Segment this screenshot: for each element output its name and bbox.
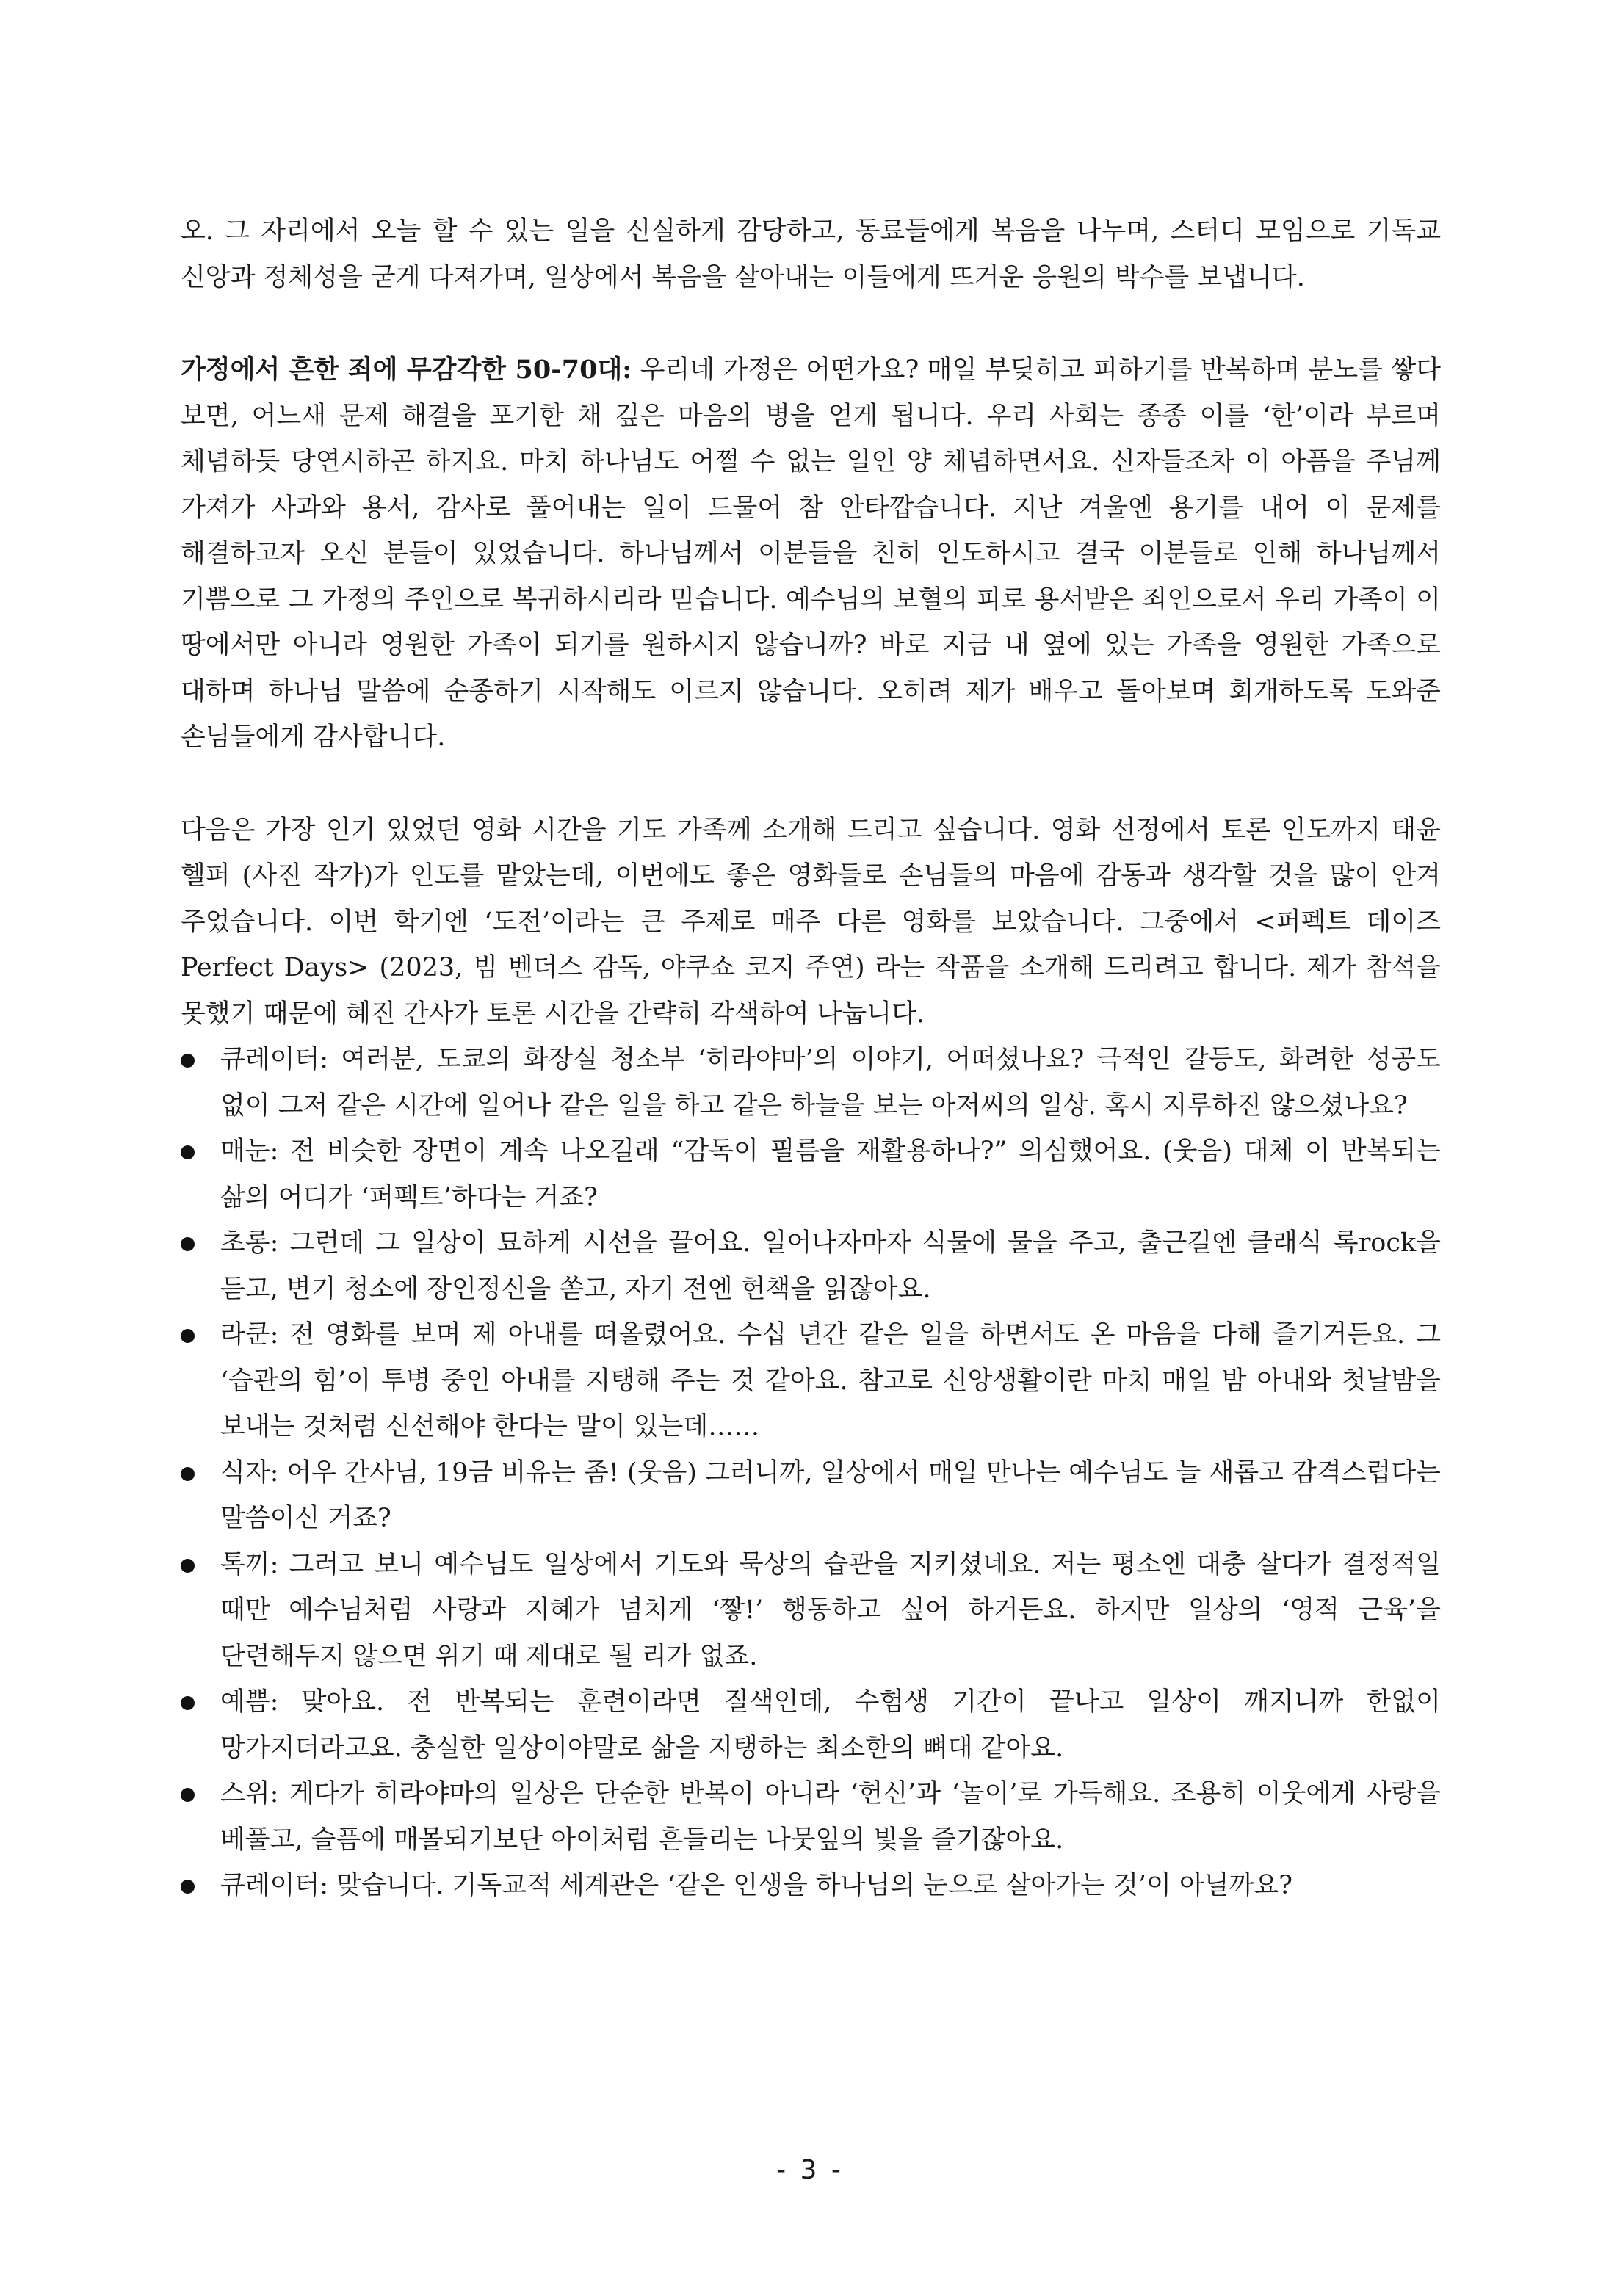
- bullet-icon: [181, 1237, 195, 1251]
- document-body: [181, 209, 1441, 1909]
- paragraph-family-heading: 가정에서 흔한 죄에 무감각한 50-70대:: [181, 355, 632, 385]
- bullet-icon: [181, 1054, 195, 1068]
- list-item: [181, 1220, 1441, 1312]
- bullet-icon: [181, 1559, 195, 1573]
- paragraph-family: [181, 347, 1441, 761]
- dialogue-text: 예쁨: 맞아요. 전 반복되는 훈련이라면 질색인데, 수험생 기간이 끝나고 일상이 깨지니까 한없이 망가지더라고요. 충실한 일상이야말로 삶을 지탱하는 최소한의 뼈대 같아요.: [220, 1687, 1441, 1763]
- list-item: [181, 1129, 1441, 1220]
- list-item: [181, 1450, 1441, 1542]
- dialogue-text: 큐레이터: 맞습니다. 기독교적 세계관은 ‘같은 인생을 하나님의 눈으로 살아가는 것’이 아닐까요?: [220, 1871, 1292, 1900]
- list-item: [181, 1542, 1441, 1680]
- list-item: [181, 1037, 1441, 1129]
- bullet-icon: [181, 1467, 195, 1481]
- dialogue-text: 라쿤: 전 영화를 보며 제 아내를 떠올렸어요. 수십 년간 같은 일을 하면서도 온 마음을 다해 즐기거든요. 그 ‘습관의 힘’이 투병 중인 아내를 지탱해 주는 것 같아요. 참고로 신앙생활이란 마치 매일 밤 아내와 첫날밤을 보내는 것처럼 신선해야 한다는 말이 있는데……: [220, 1320, 1441, 1441]
- bullet-icon: [181, 1696, 195, 1710]
- list-item: [181, 1863, 1441, 1909]
- dialogue-text: 식자: 어우 간사님, 19금 비유는 좀! (웃음) 그러니까, 일상에서 매일 만나는 예수님도 늘 새롭고 감격스럽다는 말씀이신 거죠?: [220, 1457, 1441, 1533]
- dialogue-text: 매눈: 전 비슷한 장면이 계속 나오길래 “감독이 필름을 재활용하나?” 의심했어요. (웃음) 대체 이 반복되는 삶의 어디가 ‘퍼펙트’하다는 거죠?: [220, 1137, 1441, 1212]
- paragraph-family-body: 우리네 가정은 어떤가요? 매일 부딪히고 피하기를 반복하며 분노를 쌓다 보면, 어느새 문제 해결을 포기한 채 깊은 마음의 병을 얻게 됩니다. 우리 사회는 종종 이를 ‘한’이라 부르며 체념하듯 당연시하곤 하지요. 마치 하나님도 어쩔 수 없는 일인 양 체념하면서요. 신자들조차 이 아픔을 주님께 가져가 사과와 용서, 감사로 풀어내는 일이 드물어 참 안타깝습니다. 지난 겨울엔 용기를 내어 이 문제를 해결하고자 오신 분들이 있었습니다. 하나님께서 이분들을 친히 인도하시고 결국 이분들로 인해 하나님께서 기쁨으로 그 가정의 주인으로 복귀하시리라 믿습니다. 예수님의 보혈의 피로 용서받은 죄인으로서 우리 가족이 이 땅에서만 아니라 영원한 가족이 되기를 원하시지 않습니까? 바로 지금 내 옆에 있는 가족을 영원한 가족으로 대하며 하나님 말씀에 순종하기 시작해도 이르지 않습니다. 오히려 제가 배우고 돌아보며 회개하도록 도와준 손님들에게 감사합니다.: [181, 355, 1441, 752]
- dialogue-text: 스위: 게다가 히라야마의 일상은 단순한 반복이 아니라 ‘헌신’과 ‘놀이’로 가득해요. 조용히 이웃에게 사랑을 베풀고, 슬픔에 매몰되기보단 아이처럼 흔들리는 나뭇잎의 빛을 즐기잖아요.: [220, 1779, 1441, 1855]
- dialogue-list: [181, 1037, 1441, 1909]
- list-item: [181, 1771, 1441, 1863]
- bullet-icon: [181, 1788, 195, 1802]
- page-number: - 3 -: [776, 2155, 844, 2185]
- bullet-icon: [181, 1145, 195, 1159]
- bullet-icon: [181, 1329, 195, 1343]
- paragraph-intro: 오. 그 자리에서 오늘 할 수 있는 일을 신실하게 감당하고, 동료들에게 복음을 나누며, 스터디 모임으로 기독교 신앙과 정체성을 굳게 다져가며, 일상에서 복음을 살아내는 이들에게 뜨거운 응원의 박수를 보냅니다.: [181, 217, 1441, 292]
- paragraph-movie-intro: 다음은 가장 인기 있었던 영화 시간을 기도 가족께 소개해 드리고 싶습니다. 영화 선정에서 토론 인도까지 태윤 헬퍼 (사진 작가)가 인도를 맡았는데, 이번에도 좋은 영화들로 손님들의 마음에 감동과 생각할 것을 많이 안겨 주었습니다. 이번 학기엔 ‘도전’이라는 큰 주제로 매주 다른 영화를 보았습니다. 그중에서 <퍼펙트 데이즈 Perfect Days> (2023, 빔 벤더스 감독, 야쿠쇼 코지 주연) 라는 작품을 소개해 드리려고 합니다. 제가 참석을 못했기 때문에 혜진 간사가 토론 시간을 간략히 각색하여 나눕니다.: [181, 815, 1441, 1029]
- dialogue-text: 톡끼: 그러고 보니 예수님도 일상에서 기도와 묵상의 습관을 지키셨네요. 저는 평소엔 대충 살다가 결정적일 때만 예수님처럼 사랑과 지혜가 넘치게 ‘짷!’ 행동하고 싶어 하거든요. 하지만 일상의 ‘영적 근육’을 단련해두지 않으면 위기 때 제대로 될 리가 없죠.: [220, 1549, 1441, 1671]
- dialogue-text: 초롱: 그런데 그 일상이 묘하게 시선을 끌어요. 일어나자마자 식물에 물을 주고, 출근길엔 클래식 록rock을 듣고, 변기 청소에 장인정신을 쏟고, 자기 전엔 헌책을 읽잖아요.: [220, 1228, 1441, 1304]
- list-item: [181, 1312, 1441, 1450]
- list-item: [181, 1679, 1441, 1771]
- bullet-icon: [181, 1880, 195, 1894]
- dialogue-text: 큐레이터: 여러분, 도쿄의 화장실 청소부 ‘히라야마’의 이야기, 어떠셨나요? 극적인 갈등도, 화려한 성공도 없이 그저 같은 시간에 일어나 같은 일을 하고 같은 하늘을 보는 아저씨의 일상. 혹시 지루하진 않으셨나요?: [220, 1045, 1441, 1120]
